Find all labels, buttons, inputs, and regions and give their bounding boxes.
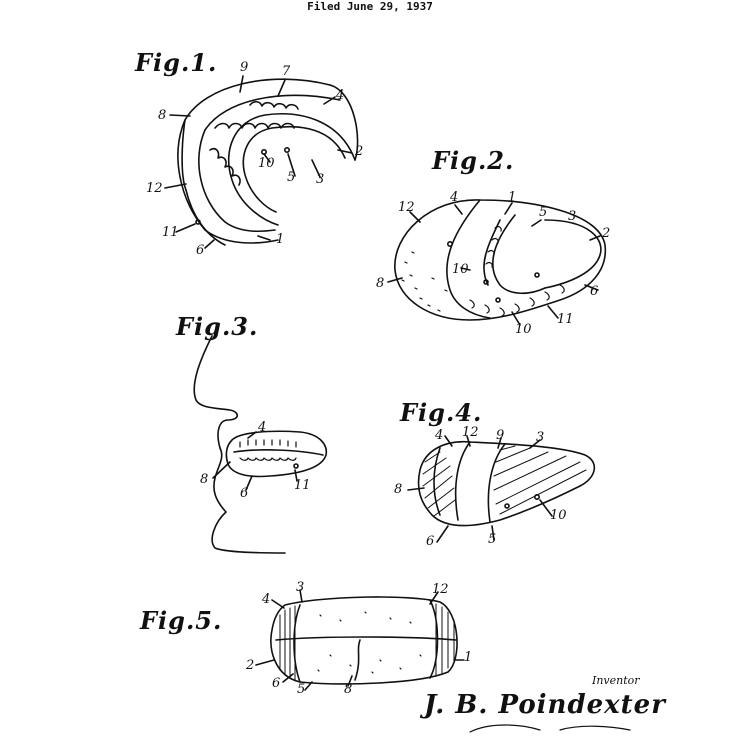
ref-numeral: 3 [568,209,577,224]
ref-numeral: 6 [426,534,435,549]
ref-numeral: 1 [276,232,285,247]
ref-numeral: 5 [488,532,497,547]
ref-numeral: 11 [294,478,311,493]
ref-numeral: 12 [432,582,449,597]
ref-numeral: 3 [316,172,325,187]
ref-numeral: 4 [435,428,444,443]
fig2-label: Fig.2. [432,146,515,175]
fig5-drawing [256,590,464,690]
ref-numeral: 8 [200,472,209,487]
ref-numeral: 10 [515,322,532,337]
ref-numeral: 3 [296,580,305,595]
ref-numeral: 6 [240,486,249,501]
ref-numeral: 6 [196,243,205,258]
inventor-caption: Inventor [592,674,640,687]
ref-numeral: 6 [590,284,599,299]
ref-numeral: 4 [450,190,459,205]
ref-numeral: 10 [258,156,275,171]
fig5-label: Fig.5. [140,606,223,635]
ref-numeral: 8 [158,108,167,123]
ref-numeral: 8 [394,482,403,497]
ref-numeral: 2 [355,144,364,159]
ref-numeral: 8 [344,682,353,697]
ref-numeral: 9 [496,428,505,443]
ref-numeral: 10 [452,262,469,277]
signature-scrawl [470,725,630,732]
ref-numeral: 2 [246,658,255,673]
ref-numeral: 11 [557,312,574,327]
fig3-label: Fig.3. [176,312,259,341]
ref-numeral: 5 [539,205,548,220]
ref-numeral: 5 [297,682,306,697]
ref-numeral: 12 [398,200,415,215]
fig1-label: Fig.1. [135,48,218,77]
ref-numeral: 9 [240,60,249,75]
ref-numeral: 1 [464,650,473,665]
ref-numeral: 4 [336,88,345,103]
ref-numeral: 11 [162,225,179,240]
filed-date: Filed June 29, 1937 [307,0,433,13]
ref-numeral: 3 [536,430,545,445]
inventor-name: J. B. Poindexter [424,690,666,720]
fig4-drawing [408,436,594,542]
ref-numeral: 1 [508,190,517,205]
fig4-label: Fig.4. [400,398,483,427]
ref-numeral: 4 [262,592,271,607]
ref-numeral: 12 [146,181,163,196]
ref-numeral: 8 [376,276,385,291]
fig3-drawing [194,336,326,553]
ref-numeral: 10 [550,508,567,523]
ref-numeral: 6 [272,676,281,691]
ref-numeral: 4 [258,420,267,435]
ref-numeral: 2 [602,226,611,241]
ref-numeral: 5 [287,170,296,185]
ref-numeral: 7 [282,64,291,79]
ref-numeral: 12 [462,425,479,440]
